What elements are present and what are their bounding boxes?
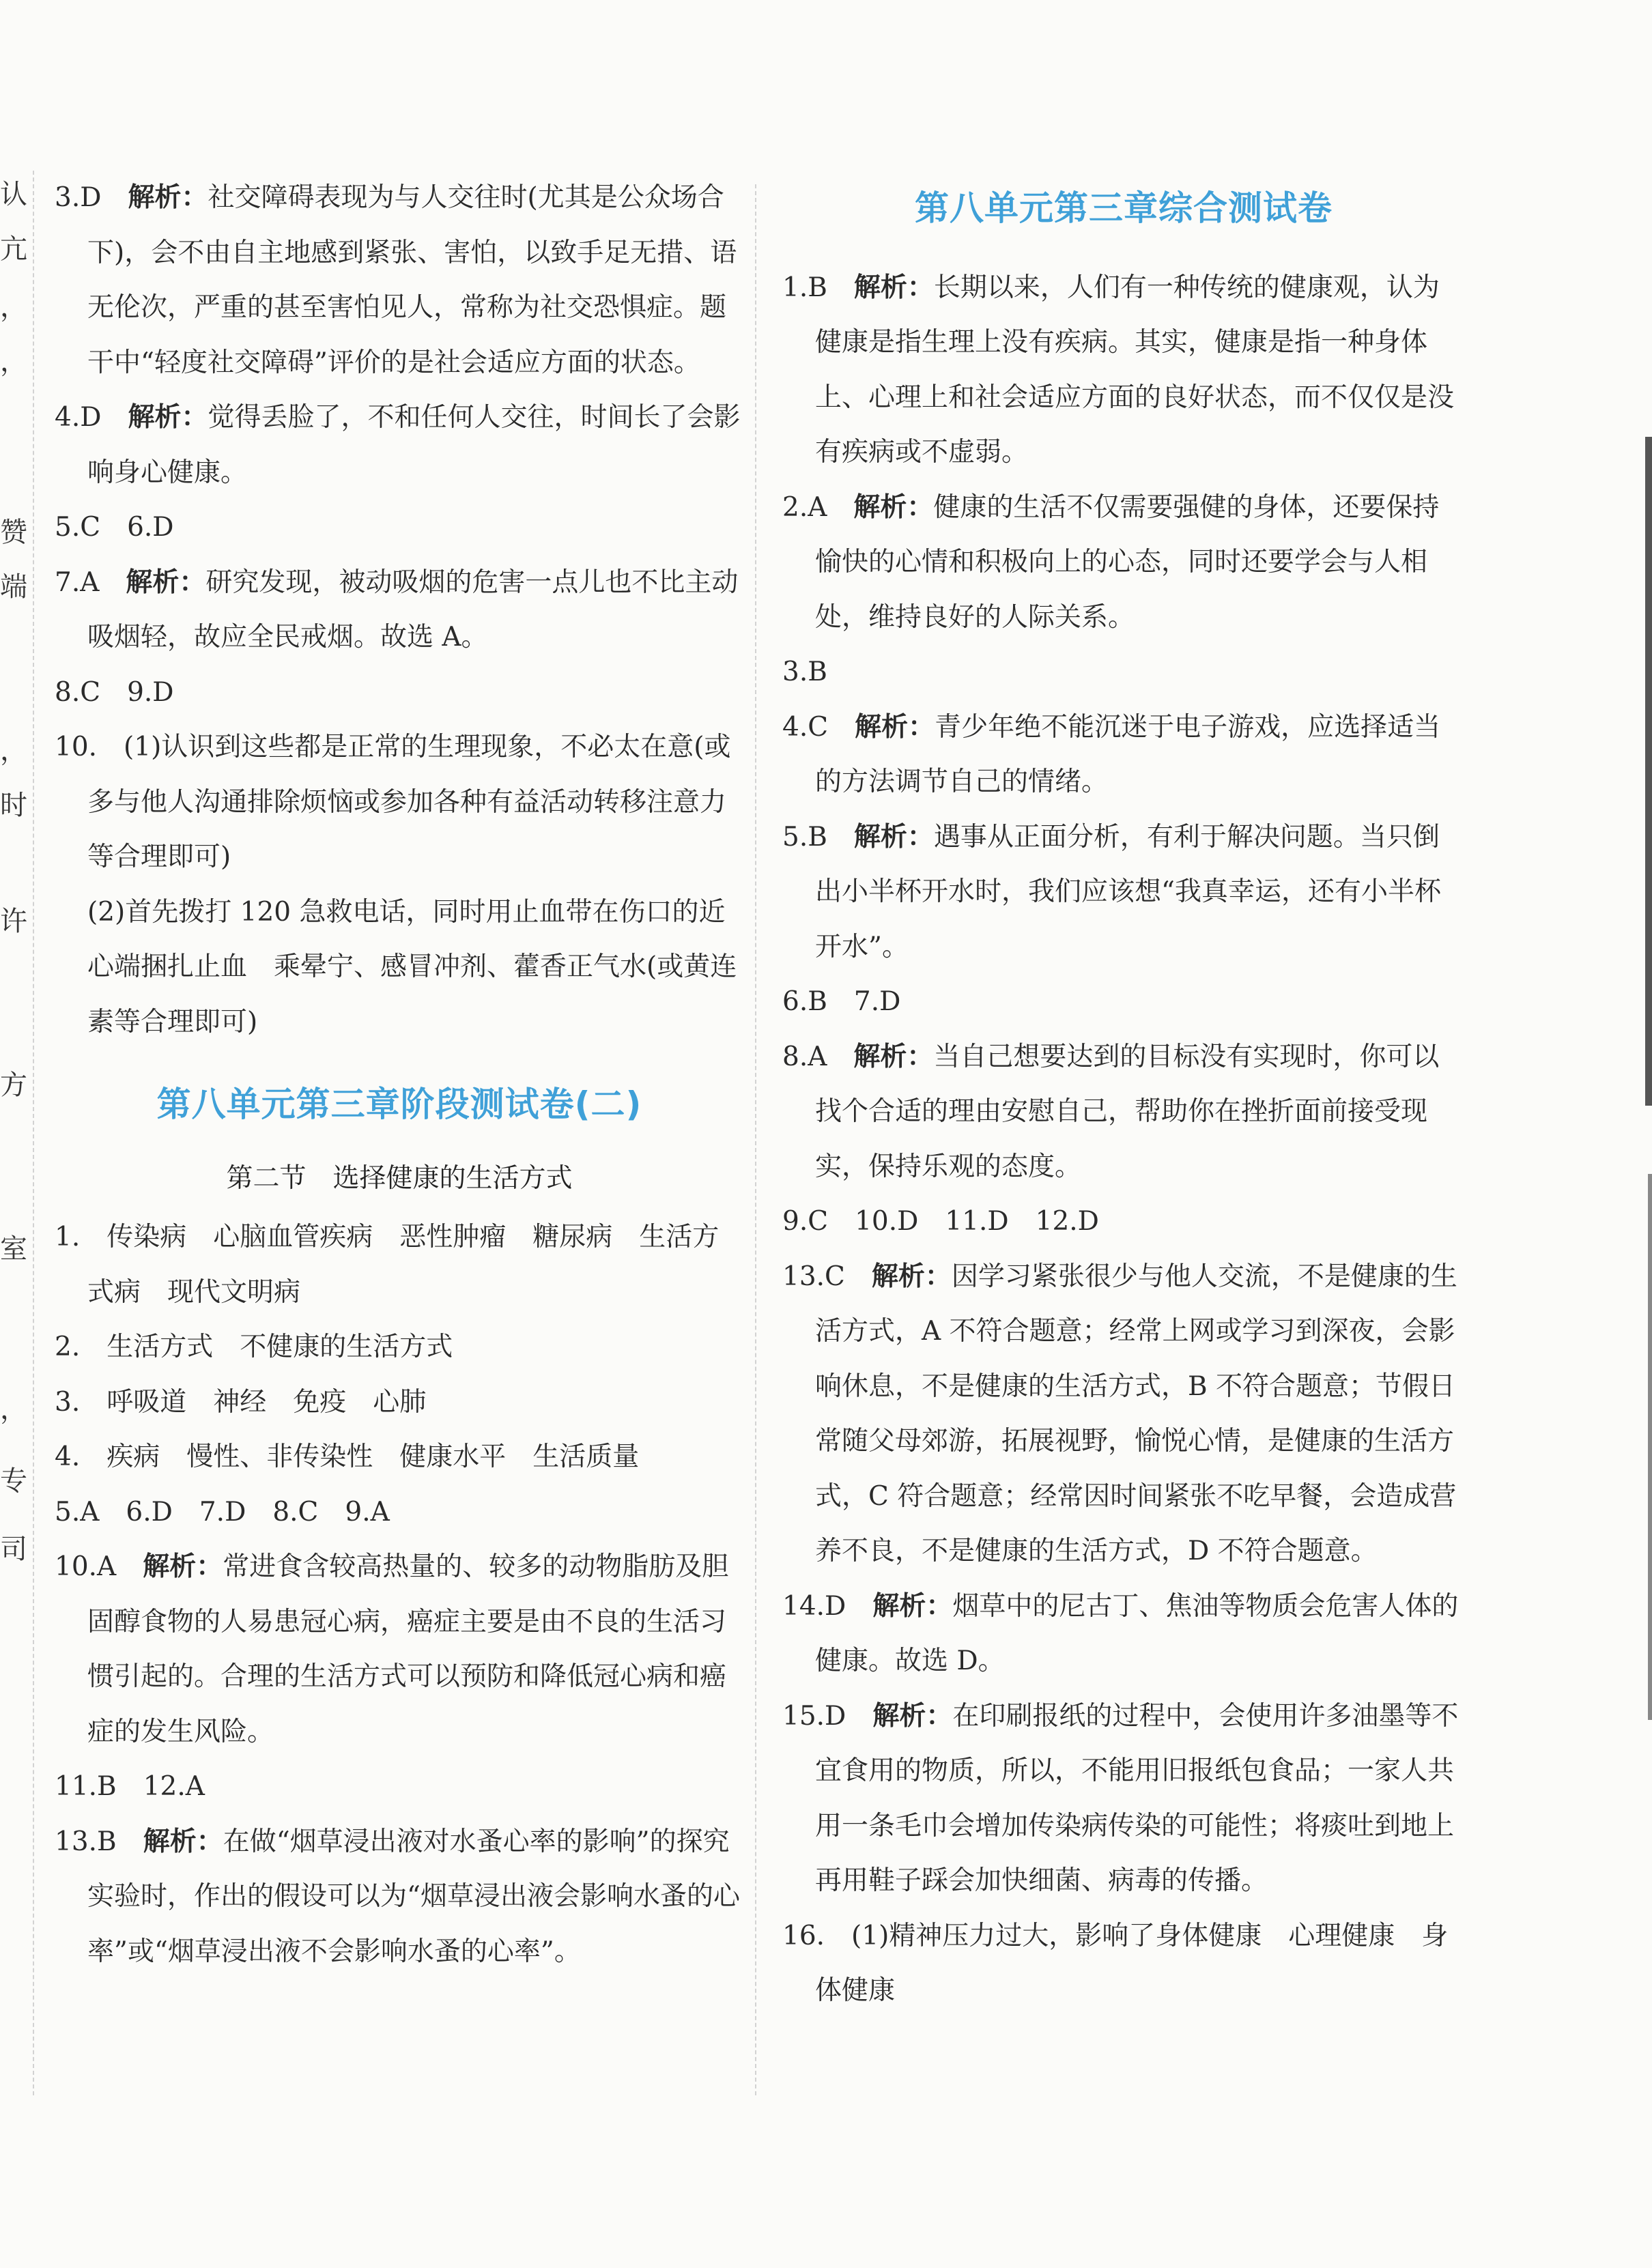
answer-text: 研究发现，被动吸烟的危害一点儿也不比主动吸烟轻，故应全民戒烟。故选 A。 — [87, 566, 739, 652]
answer-item — [55, 1430, 744, 1485]
answer-item — [55, 1815, 744, 1980]
analysis-keyword: 解析： — [872, 1700, 953, 1732]
answer-item — [782, 1909, 1465, 2019]
answer-text: 遇事从正面分析，有利于解决问题。当只倒出小半杯开水时，我们应该想“我真幸运，还有小半杯开水”。 — [815, 821, 1441, 962]
answer-item — [55, 1485, 744, 1540]
page-edge-shadow — [1645, 437, 1652, 1106]
edge-char: 方 — [0, 1070, 27, 1101]
answer-item — [782, 1689, 1465, 1909]
edge-char: 端 — [0, 571, 27, 603]
column-divider — [755, 184, 756, 2095]
answer-item — [55, 556, 744, 665]
edge-char: 时 — [0, 790, 27, 821]
answer-item — [782, 700, 1465, 810]
answer-number: 3.D — [55, 182, 102, 213]
answer-number: 1. — [55, 1222, 81, 1252]
answer-number: 10. — [55, 732, 98, 762]
edge-char: 专 — [0, 1465, 27, 1497]
answer-number: 3.B — [782, 657, 827, 687]
answer-item — [782, 261, 1465, 480]
answer-item — [55, 1540, 744, 1760]
right-answer-list — [782, 261, 1465, 2019]
answer-item — [782, 975, 1465, 1030]
answer-number: 14.D — [782, 1590, 846, 1622]
edge-char: 许 — [0, 906, 27, 937]
answer-text: 在印刷报纸的过程中，会使用许多油墨等不宜食用的物质，所以，不能用旧报纸包食品；一家人共用一条毛巾会增加传染病传染的可能性；将痰吐到地上再用鞋子踩会加快细菌、病毒的传播。 — [815, 1700, 1459, 1896]
edge-char: ， — [0, 1394, 27, 1425]
answer-item — [55, 1210, 744, 1320]
answer-text: 7.D — [853, 986, 901, 1017]
analysis-keyword: 解析： — [128, 182, 208, 213]
answer-number: 10.A — [55, 1551, 117, 1582]
analysis-keyword: 解析： — [143, 1826, 223, 1857]
answer-number: 13.B — [55, 1826, 117, 1857]
answer-text: 青少年绝不能沉迷于电子游戏，应选择适当的方法调节自己的情绪。 — [815, 711, 1441, 797]
edge-char: ， — [0, 735, 27, 766]
analysis-keyword: 解析： — [126, 566, 206, 598]
answer-number: 16. — [782, 1920, 825, 1951]
answer-number: 1.B — [782, 272, 827, 303]
answer-text: (1)认识到这些都是正常的生理现象，不必太在意(或多与他人沟通排除烦恼或参加各种有益活动转移注意力等合理即可) — [87, 732, 731, 872]
answer-item — [55, 1375, 744, 1431]
answer-item — [55, 1760, 744, 1815]
answer-text: 社交障碍表现为与人交往时(尤其是公众场合下)，会不由自主地感到紧张、害怕，以致手足无措、语无伦次，严重的甚至害怕见人，常称为社交恐惧症。题干中“轻度社交障碍”评价的是社会适应方面的状态。 — [87, 182, 737, 378]
analysis-keyword: 解析： — [871, 1261, 952, 1292]
answer-number: 4.D — [55, 402, 102, 433]
answer-item — [782, 1194, 1465, 1250]
answer-number: 11.B — [55, 1771, 117, 1802]
analysis-keyword: 解析： — [853, 821, 934, 852]
analysis-keyword: 解析： — [143, 1551, 223, 1582]
answer-text: 烟草中的尼古丁、焦油等物质会危害人体的健康。故选 D。 — [815, 1590, 1459, 1676]
answer-item — [782, 645, 1465, 700]
answer-text: (1)精神压力过大，影响了身体健康 心理健康 身体健康 — [815, 1920, 1449, 2006]
answer-text: 在做“烟草浸出液对水蚤心率的影响”的探究实验时，作出的假设可以为“烟草浸出液会影响水蚤的心率”或“烟草浸出液不会影响水蚤的心率”。 — [87, 1826, 740, 1967]
answer-number: 5.B — [782, 821, 827, 852]
left-answer-list-bottom — [55, 1210, 744, 1979]
answer-number: 5.C — [55, 512, 101, 543]
section-subtitle: 第二节 选择健康的生活方式 — [226, 1162, 573, 1194]
answer-item — [782, 1250, 1465, 1579]
analysis-keyword: 解析： — [853, 1041, 934, 1072]
answer-item — [55, 390, 744, 500]
answer-number: 15.D — [782, 1700, 846, 1732]
edge-char: 认 — [0, 179, 27, 210]
edge-char: ， — [0, 346, 27, 377]
edge-char: ， — [0, 291, 27, 323]
answer-number: 4. — [55, 1441, 81, 1472]
answer-text: 觉得丢脸了，不和任何人交往，时间长了会影响身心健康。 — [87, 402, 741, 488]
edge-char: 室 — [0, 1233, 27, 1265]
answer-text: 9.D — [127, 676, 174, 708]
analysis-keyword: 解析： — [853, 491, 934, 523]
answer-number: 6.B — [782, 986, 827, 1017]
answer-number: 3. — [55, 1386, 81, 1418]
item-10-part2: (2)首先拨打 120 急救电话，同时用止血带在伤口的近心端捆扎止血 乘晕宁、感冒冲剂、藿香正气水(或黄连素等合理即可) — [87, 896, 737, 1037]
answer-text: 6.D 7.D 8.C 9.A — [126, 1496, 390, 1527]
answer-text: 生活方式 不健康的生活方式 — [106, 1332, 453, 1362]
analysis-keyword: 解析： — [128, 402, 208, 433]
answer-number: 2. — [55, 1332, 81, 1362]
left-column — [55, 171, 744, 1979]
answer-number: 8.A — [782, 1041, 827, 1072]
answer-item — [55, 720, 744, 885]
answer-text: 常进食含较高热量的、较多的动物脂肪及胆固醇食物的人易患冠心病，癌症主要是由不良的生活习惯引起的。合理的生活方式可以预防和降低冠心病和癌症的发生风险。 — [87, 1551, 729, 1747]
answer-item — [55, 500, 744, 556]
answer-item — [782, 810, 1465, 975]
answer-item — [782, 480, 1465, 646]
answer-number: 8.C — [55, 676, 101, 708]
section-title-stage-test-2: 第八单元第三章阶段测试卷(二) — [156, 1085, 642, 1124]
answer-number: 7.A — [55, 566, 100, 598]
answer-text: 12.A — [143, 1771, 205, 1802]
answer-text: 6.D — [127, 512, 174, 543]
analysis-keyword: 解析： — [853, 272, 934, 303]
answer-number: 2.A — [782, 491, 827, 523]
answer-number: 4.C — [782, 711, 829, 743]
answer-text: 因学习紧张很少与他人交流，不是健康的生活方式，A 不符合题意；经常上网或学习到深夜，会影响休息，不是健康的生活方式，B 不符合题意；节假日常随父母郊游，拓展视野，愉悦心情，是健康的生活方式，C 符合题意；经常因时间紧张不吃早餐，会造成营养不良，不是健康的生活方式，D 不符合题意。 — [815, 1261, 1457, 1566]
answer-number: 5.A — [55, 1496, 100, 1527]
left-answer-list-top — [55, 171, 744, 885]
right-column — [782, 181, 1465, 2019]
answer-item — [782, 1030, 1465, 1195]
answer-item — [55, 1320, 744, 1375]
section-title-comprehensive-test: 第八单元第三章综合测试卷 — [915, 188, 1333, 228]
cropped-edge-text — [0, 0, 27, 2268]
answer-item — [55, 171, 744, 390]
edge-char: 赞 — [0, 517, 27, 548]
answer-text: 长期以来，人们有一种传统的健康观，认为健康是指生理上没有疾病。其实，健康是指一种身体上、心理上和社会适应方面的良好状态，而不仅仅是没有疾病或不虚弱。 — [815, 272, 1455, 468]
edge-char: 亢 — [0, 233, 27, 265]
answer-number: 9.C — [782, 1206, 829, 1237]
analysis-keyword: 解析： — [855, 711, 935, 743]
answer-text: 当自己想要达到的目标没有实现时，你可以找个合适的理由安慰自己，帮助你在挫折面前接受现实，保持乐观的态度。 — [815, 1041, 1440, 1182]
answer-text: 健康的生活不仅需要强健的身体，还要保持愉快的心情和积极向上的心态，同时还要学会与人相处，维持良好的人际关系。 — [815, 491, 1440, 633]
answer-text: 呼吸道 神经 免疫 心肺 — [106, 1386, 427, 1418]
left-margin-divider — [33, 171, 34, 2095]
answer-item — [55, 665, 744, 721]
analysis-keyword: 解析： — [872, 1590, 953, 1622]
answer-item — [782, 1579, 1465, 1689]
page-edge-shadow-lower — [1648, 1174, 1652, 1720]
edge-char: 司 — [0, 1534, 27, 1565]
answer-text: 传染病 心脑血管疾病 恶性肿瘤 糖尿病 生活方式病 现代文明病 — [87, 1222, 720, 1308]
answer-text: 10.D 11.D 12.D — [855, 1206, 1099, 1237]
answer-text: 疾病 慢性、非传染性 健康水平 生活质量 — [106, 1441, 640, 1472]
answer-number: 13.C — [782, 1261, 845, 1292]
